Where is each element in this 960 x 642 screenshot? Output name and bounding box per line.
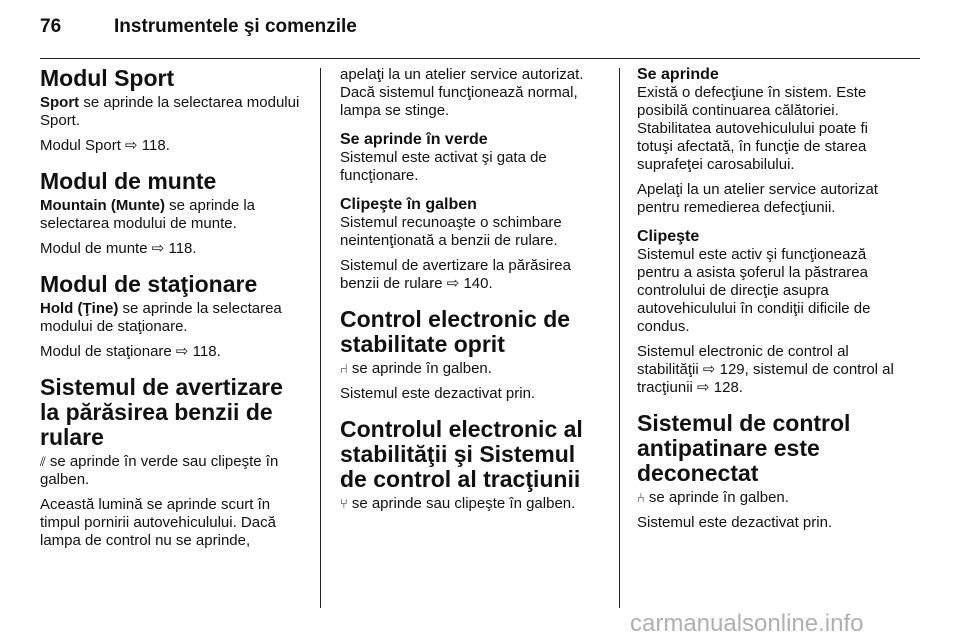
hold-bold: Hold (Ţine) bbox=[40, 300, 119, 317]
paragraph-hold bbox=[40, 300, 306, 336]
paragraph-green: Sistemul este activat şi gata de funcţionare. bbox=[340, 149, 547, 184]
paragraph-yellow-2: Sistemul de avertizare la părăsirea benzii de rulare ⇨ 140. bbox=[340, 257, 571, 292]
heading-sport-mode: Modul Sport bbox=[40, 65, 175, 91]
lane-text: se aprinde în verde sau clipeşte în galben. bbox=[40, 453, 279, 488]
lane-departure-icon: ⫽ bbox=[40, 454, 46, 469]
paragraph-esc-icon bbox=[340, 495, 606, 513]
page-header bbox=[40, 16, 357, 38]
mountain-bold: Mountain (Munte) bbox=[40, 197, 165, 214]
heading-lane-departure: Sistemul de avertizare la părăsirea benzii de rulare bbox=[40, 374, 283, 450]
ref-hold: Modul de staţionare ⇨ 118. bbox=[40, 343, 221, 360]
column-divider-left bbox=[320, 68, 321, 608]
paragraph-yellow-1: Sistemul recunoaşte o schimbare neintenţionată a benzii de rulare. bbox=[340, 214, 562, 249]
heading-lights-up: Se aprinde bbox=[637, 66, 719, 83]
esc-text: se aprinde sau clipeşte în galben. bbox=[351, 495, 576, 512]
esc-off-text: se aprinde în galben. bbox=[351, 360, 492, 377]
esc-icon: ⑂ bbox=[340, 496, 348, 511]
paragraph-esc-off-icon bbox=[340, 360, 606, 378]
heading-hold-mode: Modul de staţionare bbox=[40, 271, 258, 297]
heading-mountain-mode: Modul de munte bbox=[40, 168, 217, 194]
paragraph-esc-off-2: Sistemul este dezactivat prin. bbox=[340, 385, 536, 402]
paragraph-flashes-2: Sistemul electronic de control al stabilităţii ⇨ 129, sistemul de control al tracţiunii ⇨ 128. bbox=[637, 343, 894, 396]
column-1 bbox=[40, 66, 306, 557]
hold-text: se aprinde la selectarea modului de staţionare. bbox=[40, 300, 282, 335]
paragraph-continued: apelaţi la un atelier service autorizat. Dacă sistemul funcţionează normal, lampa se stinge. bbox=[340, 66, 584, 119]
heading-esc-tc: Controlul electronic al stabilităţii şi Sistemul de control al tracţiunii bbox=[340, 416, 583, 492]
paragraph-lane-icon bbox=[40, 453, 306, 489]
column-2 bbox=[340, 66, 606, 520]
heading-traction-off: Sistemul de control antipatinare este deconectat bbox=[637, 410, 851, 486]
paragraph-mountain bbox=[40, 197, 306, 233]
heading-esc-off: Control electronic de stabilitate oprit bbox=[340, 306, 571, 357]
paragraph-lights-2: Apelaţi la un atelier service autorizat pentru remedierea defecţiunii. bbox=[637, 181, 878, 216]
ref-sport: Modul Sport ⇨ 118. bbox=[40, 137, 170, 154]
paragraph-sport bbox=[40, 94, 306, 130]
traction-off-icon: ⑃ bbox=[637, 490, 645, 505]
paragraph-traction-icon bbox=[637, 489, 903, 507]
sport-text: se aprinde la selectarea modului Sport. bbox=[40, 94, 300, 129]
mountain-text: se aprinde la selectarea modului de munte. bbox=[40, 197, 256, 232]
paragraph-lights-1: Există o defecţiune în sistem. Este posibilă continuarea călătoriei. Stabilitatea autovehiculului poate fi totuşi afectată, în funcţie de starea suprafeţei carosabilului. bbox=[637, 84, 868, 173]
watermark: carmanualsonline.info bbox=[630, 610, 864, 637]
esc-off-icon: ⑁ bbox=[340, 361, 348, 376]
header-rule bbox=[40, 58, 920, 59]
paragraph-lane-2: Această lumină se aprinde scurt în timpul pornirii autovehiculului. Dacă lampa de control nu se aprinde, bbox=[40, 496, 276, 549]
column-divider-right bbox=[619, 68, 620, 608]
page-title: Instrumentele şi comenzile bbox=[114, 16, 357, 37]
sport-bold: Sport bbox=[40, 94, 80, 111]
traction-text: se aprinde în galben. bbox=[648, 489, 789, 506]
heading-flashes-yellow: Clipeşte în galben bbox=[340, 196, 477, 213]
paragraph-traction-2: Sistemul este dezactivat prin. bbox=[637, 514, 833, 531]
heading-lights-green: Se aprinde în verde bbox=[340, 131, 488, 148]
heading-flashes: Clipeşte bbox=[637, 228, 700, 245]
page-number: 76 bbox=[40, 16, 62, 37]
column-3 bbox=[637, 66, 903, 539]
paragraph-flashes-1: Sistemul este activ şi funcţionează pentru a asista şoferul la păstrarea controlului de direcţie asupra autovehiculului în condiţii dificile de condus. bbox=[637, 246, 871, 335]
ref-mountain: Modul de munte ⇨ 118. bbox=[40, 240, 197, 257]
